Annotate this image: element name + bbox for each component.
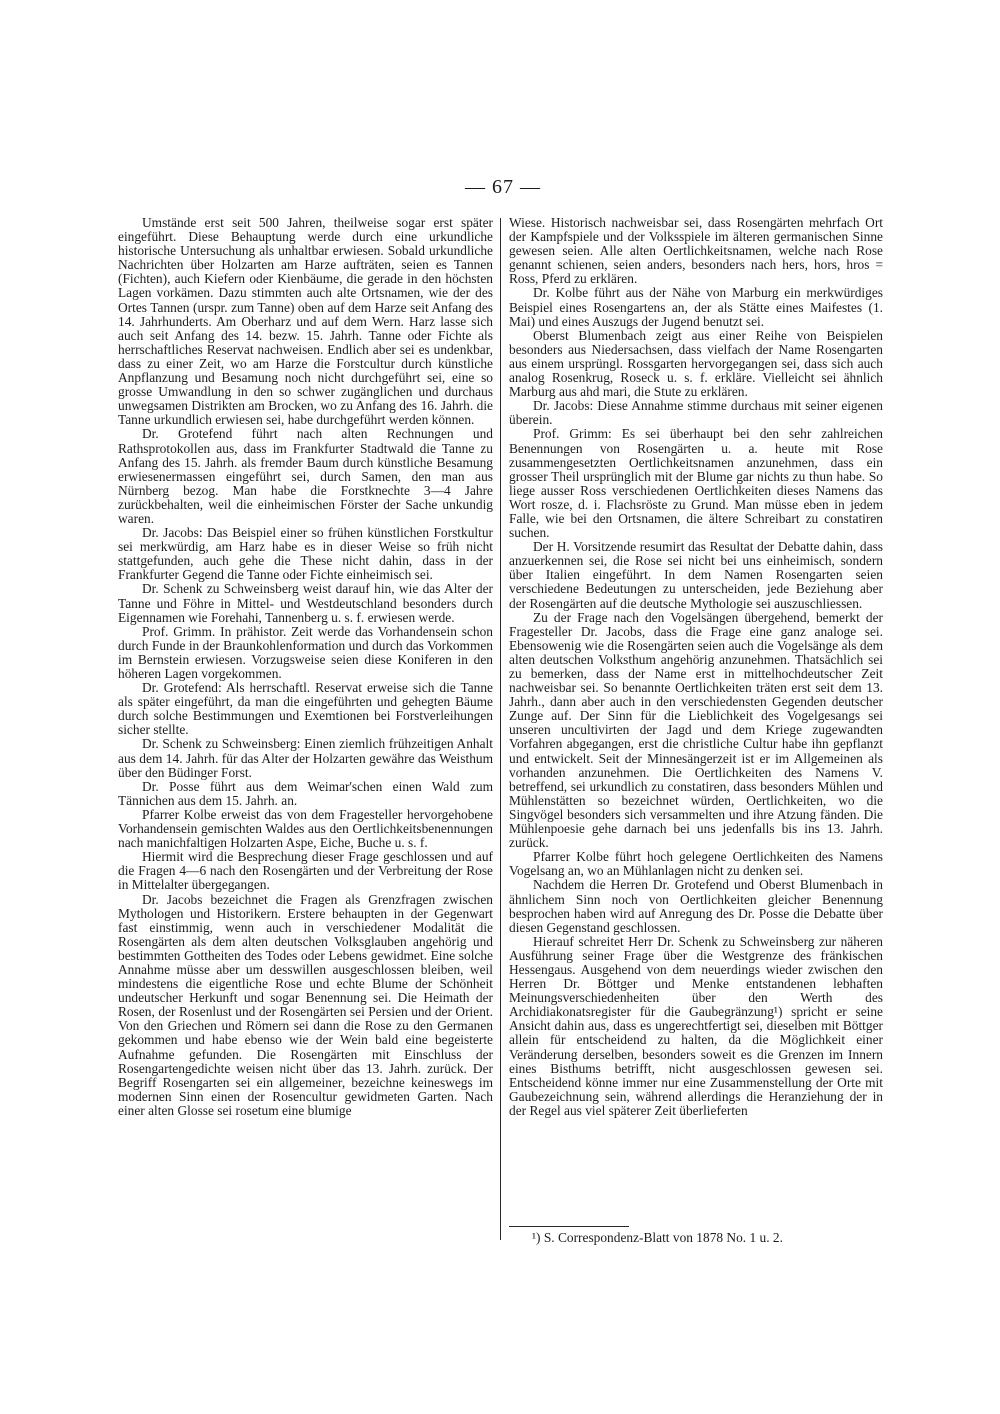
paragraph: Dr. Schenk zu Schweinsberg weist darauf hin, wie das Alter der Tanne und Föhre in Mittel- und Westdeutschland besonders durch Eigennamen wie Forehahi, Tannenberg u. s. f. erwiesen werde.: [118, 581, 493, 625]
right-column: [509, 216, 883, 1118]
paragraph: Pfarrer Kolbe führt hoch gelegene Oertlichkeiten des Namens Vogelsang an, wo an Mühlanlagen nicht zu denken sei.: [509, 849, 883, 879]
paragraph: Umstände erst seit 500 Jahren, theilweise sogar erst später eingeführt. Diese Behauptung werde durch eine urkundliche historische Untersuchung als unhaltbar erwiesen. Sobald urkundliche Nachrichten über Holzarten am Harze aufträten, seien es Tannen (Fichten), auch Kiefern oder Kienbäume, die gerade in den höchsten Lagen vorkämen. Dazu stimmten auch alte Ortsnamen, wie der des Ortes Tannen (urspr. zum Tanne) oben auf dem Harze seit Anfang des 14. Jahrhunderts. Am Oberharz und auf dem Wern. Harz lasse sich auch seit Anfang des 14. bezw. 15. Jahrh. Tanne oder Fichte als herrschaftliches Reservat nachweisen. Endlich aber sei es undenkbar, dass zu einer Zeit, wo am Harze die Forstcultur durch künstliche Anpflanzung und Besamung noch nicht durchgeführt sei, eine so grosse Umwandlung in den so schwer zugänglichen und durchaus unwegsamen Distrikten am Brocken, wo zu Anfang des 16. Jahrh. die Tanne urkundlich erwiesen sei, habe durchgeführt werden können.: [118, 215, 493, 428]
footnote: ¹) S. Correspondenz-Blatt von 1878 No. 1 u. 2.: [532, 1230, 783, 1245]
paragraph: Dr. Jacobs: Das Beispiel einer so frühen künstlichen Forstkultur sei merkwürdig, am Harz habe es in dieser Weise so früh nicht stattgefunden, auch gehe die These nicht dahin, dass in der Frankfurter Gegend die Tanne oder Fichte einheimisch sei.: [118, 525, 493, 583]
paragraph: Dr. Jacobs bezeichnet die Fragen als Grenzfragen zwischen Mythologen und Historikern. Erstere behaupten in der Gegenwart fast einstimmig, wenn auch in verschiedener Modalität die Rosengärten als dem alten deutschen Volksglauben angehörig und bestimmten Gottheiten des Todes oder Lebens gewidmet. Eine solche Annahme müsse aber um desswillen ausgeschlossen bleiben, weil mindestens die eigentliche Rose und echte Blume der Schönheit undeutscher Herkunft und sogar Benennung sei. Die Heimath der Rosen, der Rosenlust und der Rosengärten sei Persien und der Orient. Von den Griechen und Römern sei dann die Rose zu den Germanen gekommen und habe ebenso wie der Wein bald eine begeisterte Aufnahme gefunden. Die Rosengärten mit Einschluss der Rosengartengedichte weisen nicht über das 13. Jahrh. zurück. Der Begriff Rosengarten sei ein allgemeiner, bezeichne keineswegs im modernen Sinn einen der Rosencultur gewidmeten Garten. Nach einer alten Glosse sei rosetum eine blumige: [118, 891, 493, 1118]
page-number: — 67 —: [465, 176, 541, 198]
paragraph: Prof. Grimm. In prähistor. Zeit werde das Vorhandensein schon durch Funde in der Braunkohlenformation und durch das Vorkommen im Bernstein erwiesen. Vorzugsweise seien diese Koniferen in den höheren Lagen vorgekommen.: [118, 623, 493, 681]
footnote-rule: [509, 1226, 629, 1227]
paragraph: Hiermit wird die Besprechung dieser Frage geschlossen und auf die Fragen 4—6 nach den Rosengärten und der Verbreitung der Rose in Mittelalter übergegangen.: [118, 849, 493, 893]
paragraph: Prof. Grimm: Es sei überhaupt bei den sehr zahlreichen Benennungen von Rosengärten u. a. heute mit Rose zusammengesetzten Oertlichkeitsnamen anzunehmen, dass ein grosser Theil ursprünglich mit der Blume gar nichts zu thun habe. So liege ausser Ross verschiedenen Oertlichkeiten dieses Namens das Wort rosze, d. i. Flachsröste zu Grund. Man müsse eben in jedem Falle, wie bei den Ortsnamen, die ältere Schreibart zu constatiren suchen.: [509, 426, 883, 541]
paragraph: Dr. Posse führt aus dem Weimar'schen einen Wald zum Tännichen aus dem 15. Jahrh. an.: [118, 778, 493, 808]
paragraph: Dr. Grotefend führt nach alten Rechnungen und Rathsprotokollen aus, dass im Frankfurter Stadtwald die Tanne zu Anfang des 15. Jahrh. als fremder Baum durch künstliche Besamung erwiesenermassen eingeführt sei, durch Samen, den man aus Nürnberg bezog. Man habe die Forstknechte 3—4 Jahre zurückbehalten, weil die einheimischen Förster der Sache unkundig waren.: [118, 426, 493, 526]
paragraph: Der H. Vorsitzende resumirt das Resultat der Debatte dahin, dass anzuerkennen sei, die Rose sei nicht bei uns einheimisch, sondern über Italien eingeführt. In dem Namen Rosengarten seien verschiedene Bedeutungen zu unterscheiden, jede Beziehung aber der Rosengärten auf die deutsche Mythologie sei auszuschliessen.: [509, 539, 883, 611]
left-column: [118, 216, 493, 1118]
paragraph: Hierauf schreitet Herr Dr. Schenk zu Schweinsberg zur näheren Ausführung seiner Frage über die Westgrenze des fränkischen Hessengaus. Ausgehend von dem neuerdings wieder zwischen den Herren Dr. Böttger und Menke entstandenen lebhaften Meinungsverschiedenheiten über den Werth des Archidiakonatsregister für die Gaubegränzung¹) spricht er seine Ansicht dahin aus, dass es ungerechtfertigt sei, dieselben mit Böttger allein für entscheidend zu halten, da die Möglichkeit einer Veränderung derselben, besonders soweit es die Grenzen im Innern eines Bisthums betrifft, nicht ausgeschlossen gewesen sei. Entscheidend könne immer nur eine Zusammenstellung der Orte mit Gaubezeichnung sein, während allerdings die Heranziehung der in der Regel aus viel späterer Zeit überlieferten: [509, 933, 883, 1118]
paragraph: Zu der Frage nach den Vogelsängen übergehend, bemerkt der Fragesteller Dr. Jacobs, dass die Frage eine ganz analoge sei. Ebensowenig wie die Rosengärten seien auch die Vogelsänge als dem alten deutschen Volksthum angehörig anzunehmen. Thatsächlich sei zu bemerken, dass der Name erst in mittelhochdeutscher Zeit nachweisbar sei. So benannte Oertlichkeiten träten erst seit dem 13. Jahrh., dann aber auch in den verschiedensten Gegenden deutscher Zunge auf. Der Sinn für die Lieblichkeit des Vogelgesangs sei unseren uncultivirten der Jagd und dem Kriege zugewandten Vorfahren abgegangen, erst die christliche Cultur habe ihn gepflanzt und entwickelt. Seit der Minnesängerzeit ist er im Allgemeinen als vorhanden anzunehmen. Die Oertlichkeiten des Namens V. betreffend, sei urkundlich zu constatiren, dass besonders Mühlen und Mühlenstätten so bezeichnet würden, Oertlichkeiten, wo die Singvögel besonders sich versammelten und ihre Atzung fänden. Die Mühlenpoesie gehe darnach bei uns jedenfalls bis ins 13. Jahrh. zurück.: [509, 609, 883, 851]
paragraph: Wiese. Historisch nachweisbar sei, dass Rosengärten mehrfach Ort der Kampfspiele und der Volksspiele im älteren germanischen Sinne gewesen seien. Alle alten Oertlichkeitsnamen, welche nach Rose genannt schienen, seien anders, besonders nach hers, hors, hros = Ross, Pferd zu erklären.: [509, 215, 883, 287]
column-divider: [500, 218, 501, 1240]
paragraph: Pfarrer Kolbe erweist das von dem Fragesteller hervorgehobene Vorhandensein gemischten Waldes aus den Oertlichkeitsbenennungen nach manichfaltigen Holzarten Aspe, Eiche, Buche u. s. f.: [118, 806, 493, 851]
paragraph: Nachdem die Herren Dr. Grotefend und Oberst Blumenbach in ähnlichem Sinn noch von Oertlichkeiten gleicher Benennung besprochen haben wird auf Anregung des Dr. Posse die Debatte über diesen Gegenstand geschlossen.: [509, 877, 883, 935]
paragraph: Dr. Jacobs: Diese Annahme stimme durchaus mit seiner eigenen überein.: [509, 398, 883, 428]
paragraph: Dr. Kolbe führt aus der Nähe von Marburg ein merkwürdiges Beispiel eines Rosengartens an, der als Stätte eines Maifestes (1. Mai) und eines Auszugs der Jugend benutzt sei.: [509, 285, 883, 329]
paragraph: Dr. Schenk zu Schweinsberg: Einen ziemlich frühzeitigen Anhalt aus dem 14. Jahrh. für das Alter der Holzarten gewähre das Weisthum über den Büdinger Forst.: [118, 736, 493, 780]
paragraph: Oberst Blumenbach zeigt aus einer Reihe von Beispielen besonders aus Niedersachsen, dass vielfach der Name Rosengarten aus einem ursprüngl. Rossgarten hervorgegangen sei, dass sich auch analog Rosenkrug, Roseck u. s. f. erkläre. Vielleicht sei ähnlich Marburg aus ahd mari, die Stute zu erklären.: [509, 327, 883, 400]
paragraph: Dr. Grotefend: Als herrschaftl. Reservat erweise sich die Tanne als später eingeführt, da man die eingeführten und gehegten Bäume durch solche Bestimmungen und Exemtionen bei Forstverleihungen sicher stellte.: [118, 680, 493, 738]
